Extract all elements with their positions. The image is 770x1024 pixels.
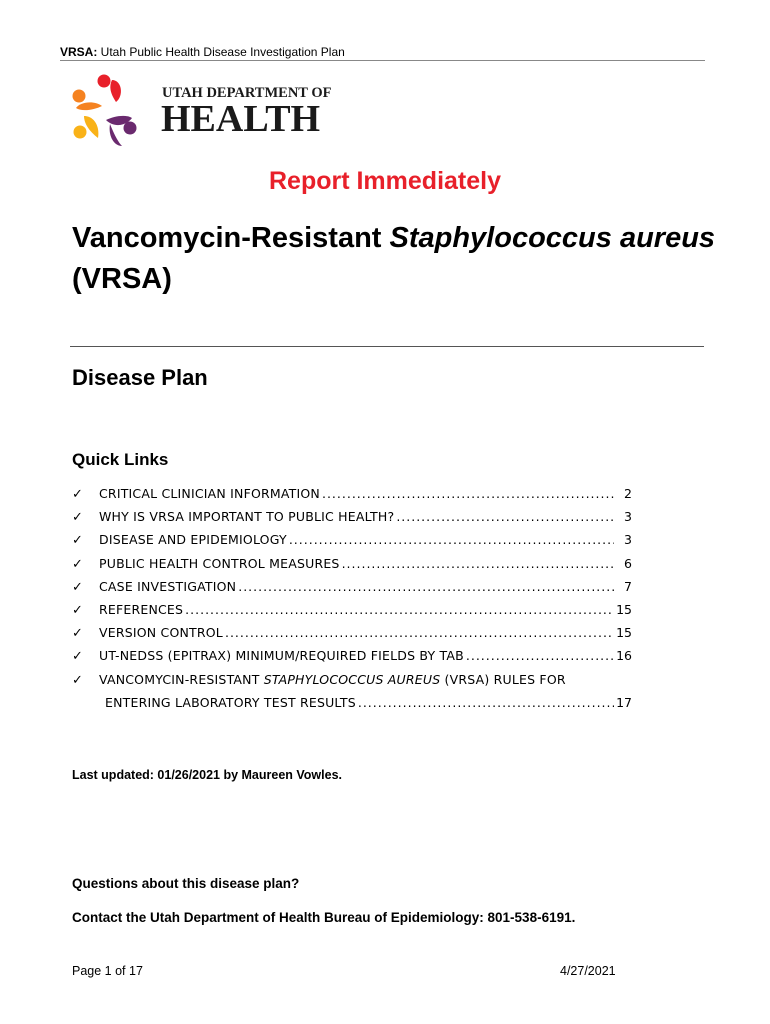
toc-item-label: VERSION CONTROL <box>99 625 223 641</box>
toc-item-label <box>99 672 566 687</box>
logo-orange-dot <box>73 90 86 103</box>
logo-line2: HEALTH <box>161 98 321 140</box>
logo-orange-arm <box>76 102 102 110</box>
dot-leader <box>225 625 614 640</box>
toc-label-a: VANCOMYCIN-RESISTANT <box>99 671 264 687</box>
toc-item-control-measures[interactable] <box>72 556 632 579</box>
logo-yellow-dot <box>74 126 87 139</box>
checkmark-icon: ✓ <box>72 649 83 665</box>
toc-item-label: CRITICAL CLINICIAN INFORMATION <box>99 486 320 501</box>
logo-yellow-arm <box>84 116 98 138</box>
table-of-contents <box>72 486 632 718</box>
toc-page-number: 7 <box>624 578 632 594</box>
header-label: VRSA: <box>60 45 98 59</box>
checkmark-icon: ✓ <box>72 510 83 526</box>
header-divider <box>60 60 705 61</box>
toc-label-italic: STAPHYLOCOCCUS AUREUS <box>263 671 441 687</box>
dot-leader <box>358 695 614 710</box>
report-immediately-heading: Report Immediately <box>268 167 501 195</box>
contact-text: Contact the Utah Department of Health Bureau of Epidemiology: 801-538-6191. <box>72 910 576 925</box>
toc-item-label: CASE INVESTIGATION <box>99 578 237 594</box>
title-line2: (VRSA) <box>72 263 172 295</box>
running-header <box>60 45 345 59</box>
title-part1: Vancomycin-Resistant <box>72 222 390 254</box>
dot-leader <box>185 602 614 617</box>
footer-date: 4/27/2021 <box>560 964 616 978</box>
toc-item-lab-rules[interactable] <box>72 672 632 695</box>
quick-links-heading: Quick Links <box>72 450 169 469</box>
toc-page-number: 6 <box>624 555 632 571</box>
toc-item-references[interactable] <box>72 602 632 625</box>
checkmark-icon: ✓ <box>72 602 83 618</box>
disease-plan-heading: Disease Plan <box>72 365 208 390</box>
dot-leader <box>238 579 614 594</box>
utah-health-logo <box>70 72 340 155</box>
toc-item-label: PUBLIC HEALTH CONTROL MEASURES <box>99 555 340 571</box>
dot-leader <box>466 648 614 663</box>
toc-page-number: 15 <box>616 601 632 617</box>
checkmark-icon: ✓ <box>72 487 83 502</box>
toc-item-label: WHY IS VRSA IMPORTANT TO PUBLIC HEALTH? <box>99 509 395 525</box>
page-title <box>72 218 732 300</box>
checkmark-icon: ✓ <box>72 533 83 549</box>
toc-item-label: REFERENCES <box>99 601 184 617</box>
logo-line1: UTAH DEPARTMENT OF <box>162 85 332 101</box>
header-text: Utah Public Health Disease Investigation Plan <box>97 45 345 59</box>
checkmark-icon: ✓ <box>72 579 83 595</box>
dot-leader <box>322 486 614 501</box>
page-number: Page 1 of 17 <box>72 964 143 978</box>
toc-item-label: UT-NEDSS (EPITRAX) MINIMUM/REQUIRED FIELDS BY TAB <box>99 648 464 664</box>
questions-text: Questions about this disease plan? <box>72 876 300 891</box>
toc-item-label: DISEASE AND EPIDEMIOLOGY <box>99 532 287 548</box>
toc-page-number: 17 <box>616 694 632 710</box>
toc-item-disease-epidemiology[interactable] <box>72 532 632 555</box>
checkmark-icon: ✓ <box>72 626 83 642</box>
toc-page-number: 3 <box>624 509 632 525</box>
last-updated: Last updated: 01/26/2021 by Maureen Vowles. <box>72 768 343 782</box>
section-divider <box>70 346 704 347</box>
toc-item-critical-clinician-information[interactable] <box>72 486 632 509</box>
toc-item-version-control[interactable] <box>72 625 632 648</box>
logo-red-dot <box>98 75 111 88</box>
checkmark-icon: ✓ <box>72 556 83 572</box>
toc-item-case-investigation[interactable] <box>72 579 632 602</box>
toc-item-why-important[interactable] <box>72 509 632 532</box>
logo-red-arm <box>110 80 121 102</box>
checkmark-icon: ✓ <box>72 672 83 688</box>
dot-leader <box>396 509 614 524</box>
dot-leader <box>342 556 614 571</box>
toc-page-number: 16 <box>616 648 632 664</box>
toc-item-label: ENTERING LABORATORY TEST RESULTS <box>105 694 356 710</box>
toc-page-number: 15 <box>616 625 632 641</box>
toc-label-b: (VRSA) RULES FOR <box>440 671 566 687</box>
toc-page-number: 2 <box>624 486 632 501</box>
logo-purple-dot <box>124 122 137 135</box>
toc-page-number: 3 <box>624 532 632 548</box>
toc-item-required-fields[interactable] <box>72 648 632 671</box>
logo-graphic <box>70 72 340 150</box>
dot-leader <box>289 532 614 547</box>
toc-item-lab-rules-continued[interactable] <box>72 695 632 718</box>
title-italic: Staphylococcus aureus <box>389 222 716 254</box>
